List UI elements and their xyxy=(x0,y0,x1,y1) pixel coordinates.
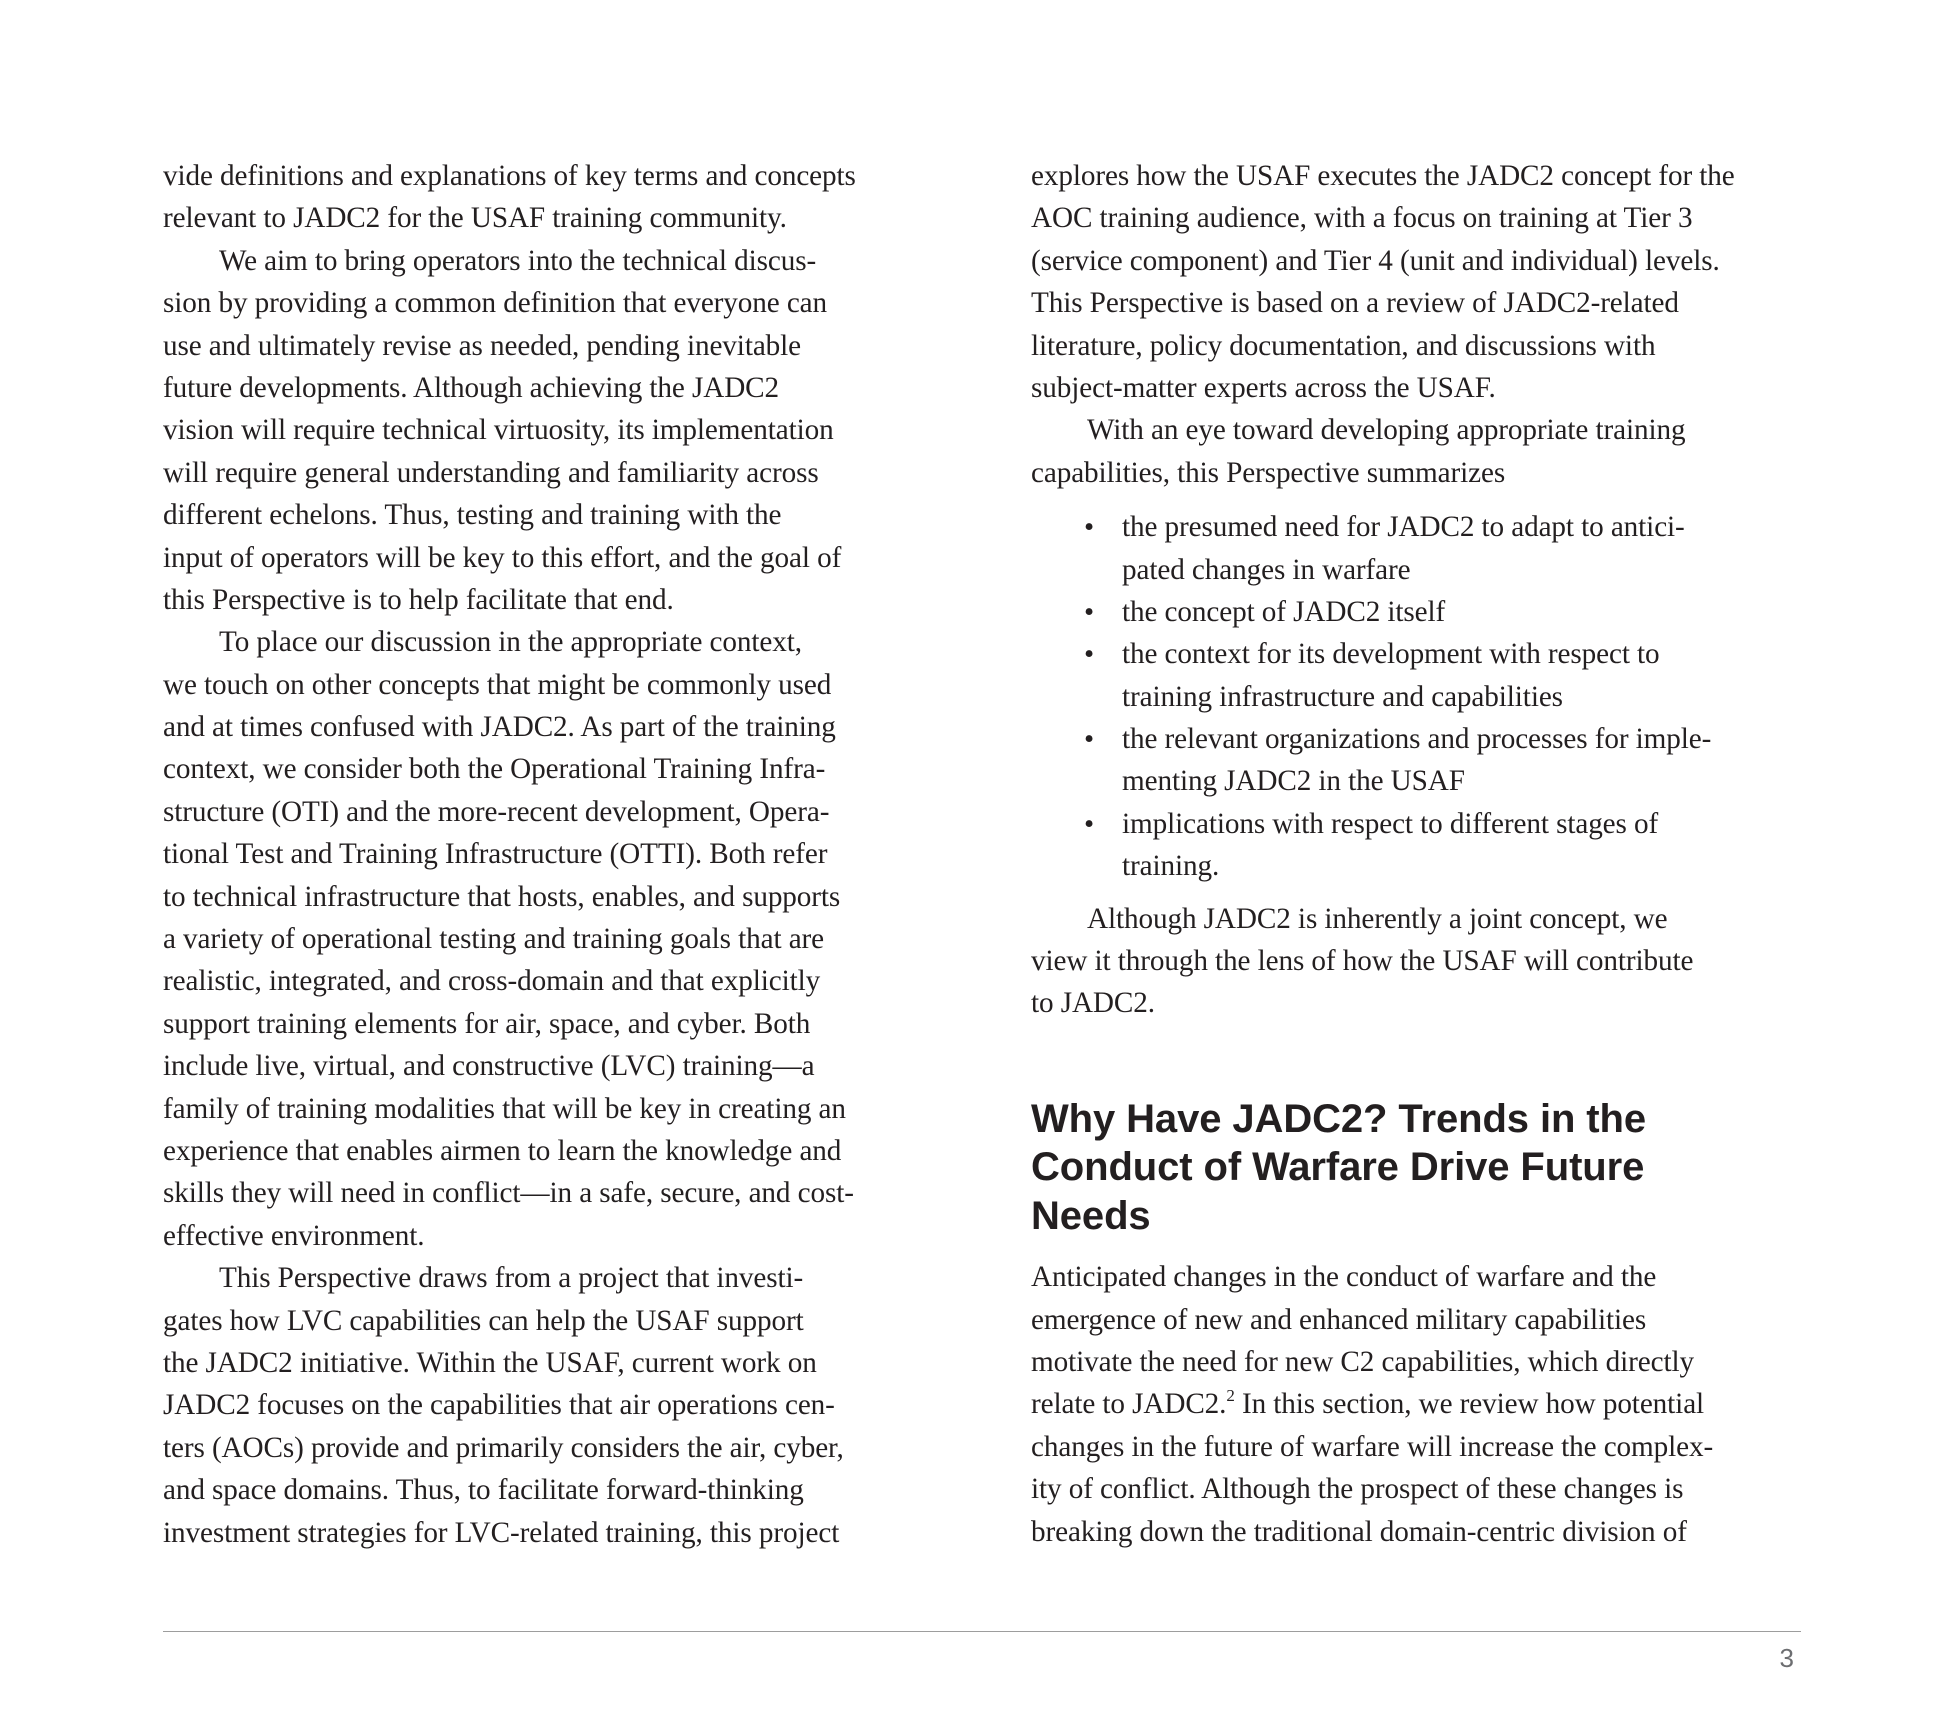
text-line: literature, policy documentation, and discussions with xyxy=(1031,329,1656,362)
text-line: gates how LVC capabilities can help the USAF support xyxy=(163,1304,804,1337)
text-segment: relate to JADC2. xyxy=(1031,1388,1227,1421)
text-line: training infrastructure and capabilities xyxy=(1122,680,1563,713)
bullet-icon: • xyxy=(1084,638,1095,671)
text-line: capabilities, this Perspective summarizes xyxy=(1031,456,1506,489)
text-line-with-footnote xyxy=(1031,1383,1801,1425)
paragraph xyxy=(163,240,933,622)
paragraph xyxy=(1031,1256,1801,1553)
bullet-icon: • xyxy=(1084,511,1095,544)
text-line: emergence of new and enhanced military capabilities xyxy=(1031,1303,1647,1336)
text-line: and space domains. Thus, to facilitate forward-thinking xyxy=(163,1474,804,1507)
text-line: the relevant organizations and processes for imple- xyxy=(1122,723,1712,756)
text-line: breaking down the traditional domain-centric division of xyxy=(1031,1515,1687,1548)
text-line: effective environment. xyxy=(163,1219,425,1252)
text-line: ters (AOCs) provide and primarily considers the air, cyber, xyxy=(163,1431,844,1464)
bullet-icon: • xyxy=(1084,723,1095,756)
heading-line: Needs xyxy=(1031,1193,1151,1238)
text-line: use and ultimately revise as needed, pending inevitable xyxy=(163,329,802,362)
text-line: view it through the lens of how the USAF will contribute xyxy=(1031,945,1694,978)
left-column xyxy=(163,155,933,1554)
text-line: the context for its development with respect to xyxy=(1122,638,1660,671)
bullet-item xyxy=(1031,718,1801,803)
text-line: and at times confused with JADC2. As part of the training xyxy=(163,711,836,744)
text-line: the JADC2 initiative. Within the USAF, current work on xyxy=(163,1346,817,1379)
text-line: (service component) and Tier 4 (unit and individual) levels. xyxy=(1031,244,1720,277)
text-line: vide definitions and explanations of key terms and concepts xyxy=(163,160,856,192)
text-line: motivate the need for new C2 capabilities, which directly xyxy=(1031,1346,1694,1379)
text-line: This Perspective is based on a review of JADC2-related xyxy=(1031,287,1679,320)
text-line: AOC training audience, with a focus on training at Tier 3 xyxy=(1031,202,1693,235)
text-line: different echelons. Thus, testing and training with the xyxy=(163,499,782,532)
heading-line: Conduct of Warfare Drive Future xyxy=(1031,1145,1645,1190)
text-line: training. xyxy=(1122,850,1220,883)
bullet-icon: • xyxy=(1084,595,1095,628)
text-line: explores how the USAF executes the JADC2 concept for the xyxy=(1031,160,1735,192)
text-line: changes in the future of warfare will increase the complex- xyxy=(1031,1430,1714,1463)
paragraph xyxy=(1031,898,1801,1025)
text-line: menting JADC2 in the USAF xyxy=(1122,765,1465,798)
text-line: relevant to JADC2 for the USAF training community. xyxy=(163,202,787,235)
paragraph xyxy=(163,155,933,240)
text-line: input of operators will be key to this effort, and the goal of xyxy=(163,541,842,574)
bullet-list xyxy=(1031,506,1801,888)
page-number: 3 xyxy=(1779,1643,1794,1673)
paragraph xyxy=(163,1257,933,1554)
paragraph xyxy=(1031,155,1801,409)
bullet-item xyxy=(1031,803,1801,888)
text-line: include live, virtual, and constructive (LVC) training—a xyxy=(163,1050,815,1083)
text-line: context, we consider both the Operational Training Infra- xyxy=(163,753,826,786)
text-line: skills they will need in conflict—in a safe, secure, and cost- xyxy=(163,1177,854,1210)
text-line: to JADC2. xyxy=(1031,987,1155,1020)
text-line: Anticipated changes in the conduct of warfare and the xyxy=(1031,1261,1657,1294)
text-line: To place our discussion in the appropriate context, xyxy=(219,626,802,659)
text-line: implications with respect to different stages of xyxy=(1122,807,1659,840)
text-line: support training elements for air, space, and cyber. Both xyxy=(163,1007,811,1040)
text-segment: In this section, we review how potential xyxy=(1234,1388,1705,1421)
text-line: to technical infrastructure that hosts, enables, and supports xyxy=(163,880,841,913)
text-line: the presumed need for JADC2 to adapt to antici- xyxy=(1122,511,1685,544)
footnote-reference[interactable]: 2 xyxy=(1226,1385,1235,1405)
text-line: sion by providing a common definition that everyone can xyxy=(163,287,828,320)
text-line: JADC2 focuses on the capabilities that air operations cen- xyxy=(163,1389,835,1422)
text-line: pated changes in warfare xyxy=(1122,553,1411,586)
text-line: experience that enables airmen to learn the knowledge and xyxy=(163,1134,842,1167)
text-line: this Perspective is to help facilitate that end. xyxy=(163,583,674,616)
text-line: will require general understanding and familiarity across xyxy=(163,456,819,489)
text-line: the concept of JADC2 itself xyxy=(1122,595,1446,628)
bullet-item xyxy=(1031,633,1801,718)
text-line: we touch on other concepts that might be commonly used xyxy=(163,668,832,701)
text-line: ity of conflict. Although the prospect of these changes is xyxy=(1031,1473,1684,1506)
text-line: family of training modalities that will be key in creating an xyxy=(163,1092,846,1125)
text-line: tional Test and Training Infrastructure (OTTI). Both refer xyxy=(163,838,828,871)
text-line: We aim to bring operators into the technical discus- xyxy=(219,244,817,277)
right-column xyxy=(1031,155,1801,1553)
bullet-icon: • xyxy=(1084,807,1095,840)
bullet-item xyxy=(1031,591,1801,633)
heading-line: Why Have JADC2? Trends in the xyxy=(1031,1096,1647,1141)
paragraph xyxy=(1031,409,1801,494)
text-line: investment strategies for LVC-related training, this project xyxy=(163,1516,840,1549)
text-line: structure (OTI) and the more-recent development, Opera- xyxy=(163,795,830,828)
paragraph xyxy=(163,621,933,1257)
text-line: subject-matter experts across the USAF. xyxy=(1031,371,1496,404)
bullet-item xyxy=(1031,506,1801,591)
text-line: With an eye toward developing appropriate training xyxy=(1087,414,1686,447)
text-line: a variety of operational testing and training goals that are xyxy=(163,923,825,956)
text-line: future developments. Although achieving the JADC2 xyxy=(163,371,780,404)
text-line: This Perspective draws from a project that investi- xyxy=(219,1262,804,1295)
text-line: Although JADC2 is inherently a joint concept, we xyxy=(1087,902,1668,935)
text-line: realistic, integrated, and cross-domain and that explicitly xyxy=(163,965,821,998)
text-line: vision will require technical virtuosity, its implementation xyxy=(163,414,834,447)
footer-divider xyxy=(163,1631,1801,1632)
section-heading xyxy=(1031,1095,1801,1241)
